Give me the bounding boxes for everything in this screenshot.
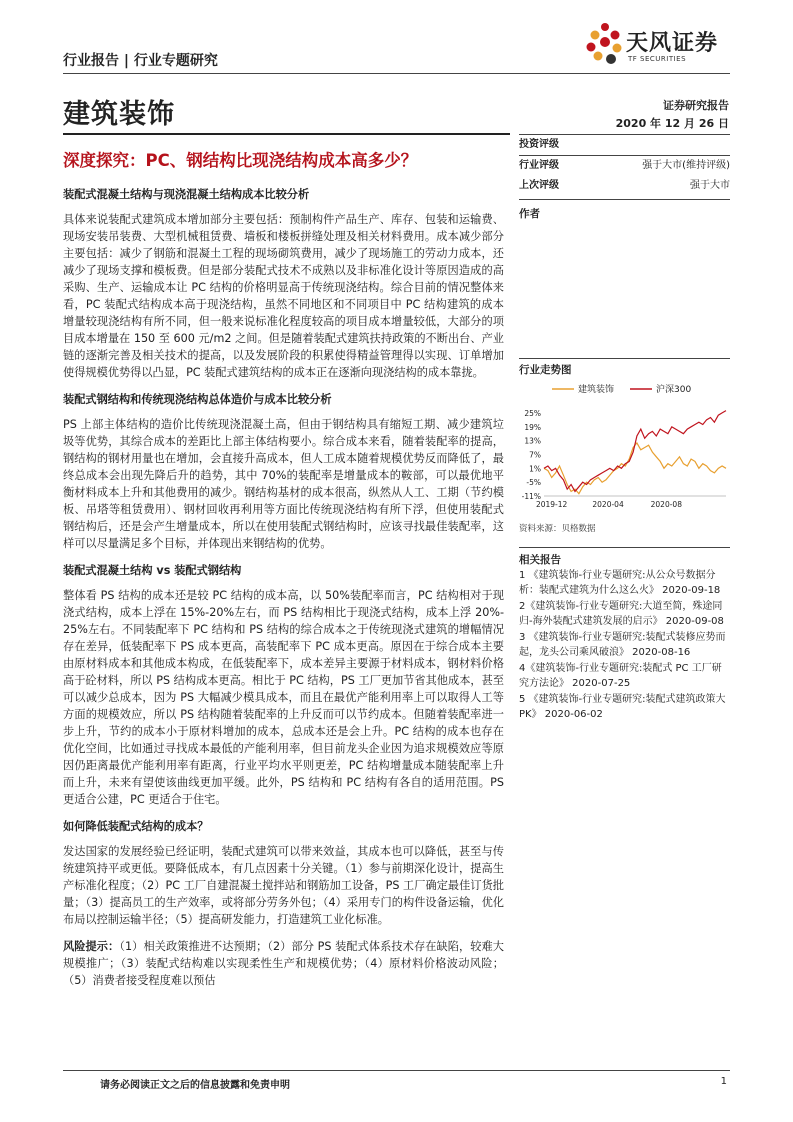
legend-label: 建筑装饰 [578,385,615,395]
industry-rating-label: 行业评级 [519,160,559,171]
related-reports [519,568,730,723]
rating-block [519,134,730,196]
section-paragraph: PS 上部主体结构的造价比传统现浇混凝土高，但由于钢结构具有缩短工期、减少建筑垃圾等优势，其综合成本的差距比上部主体结构要小。综合成本来看，随着装配率的提高，钢结构的钢材用量也在增加，会直接升高成本，但人工成本随着规模优势反而降低了，最终总成本会出现先降后升的趋势，其中 70%的装配率是增量成本的鞍部，可以最优地平衡材料成本上升和其他费用的减少。钢结构基材的成本很高，纵然从人工、工期（节约模板、吊塔等租赁费用）、钢材回收再利用等方面比传统现浇结构有所下浮，但使用装配式钢结构后，还是会产生增量成本，所以在使用装配式钢结构时，应该寻找最佳装配率，这样可以尽量满足多个目标，并体现出来钢结构的优势。 [63,418,504,550]
risk-label: 风险提示： [63,940,120,953]
y-tick-label: 1% [529,464,541,474]
footer-disclaimer: 请务必阅读正文之后的信息披露和免责申明 [100,1080,290,1091]
x-tick-label: 2019-12 [535,500,568,509]
trend-chart-svg [516,378,732,516]
x-tick-label: 2020-08 [650,500,682,509]
section-paragraph: 具体来说装配式建筑成本增加部分主要包括：预制构件产品生产、库存、包装和运输费、现场安装吊装费、大型机械租赁费、墙板和楼板拼缝处理及相关材料费用。成本减少部分主要包括：减少了钢筋和混凝土工程的现场砌筑费用，减少了现场施工的劳动力成本，还减少了现场支撑和模板费。但是部分装配式技术不成熟以及非标准化设计等原因造成的高采购、生产、运输成本让 PC 结构的价格明显高于传统现浇结构。综合目前的情况整体来看，PC 装配式结构成本高于现浇结构，虽然不同地区和不同项目中 PC 结构建筑的成本增量较现浇结构有所不同，但一般来说标准化程度较高的项目成本增量较低，大部分的项目成本增量在 150 至 600 元/m2 之间。但是随着装配式建筑扶持政策的不断出台、产业链的逐渐完善及相关技术的提高，以及发展阶段的积累使得精益管理得以实现、订单增加使得规模优势得以凸显，PC 装配式建筑结构的成本正在逐渐向现浇结构的成本靠拢。 [63,213,504,379]
rating-title: 投资评级 [519,139,559,150]
trend-block [519,358,730,377]
y-tick-label: -11% [521,492,541,501]
title-divider [63,133,510,135]
trend-chart [516,378,732,516]
author-block [519,199,730,221]
related-report-item[interactable]: 2《建筑装饰-行业专题研究:大道至简，殊途同归-海外装配式建筑发展的启示》 2020-09-08 [519,601,724,627]
section-heading: 装配式钢结构和传统现浇结构总体造价与成本比较分析 [63,393,332,406]
logo-text-cn: 天风证券 [626,31,719,56]
footer-divider [63,1070,730,1071]
main-content [63,186,504,989]
related-report-item[interactable]: 1 《建筑装饰-行业专题研究:从公众号数据分析：装配式建筑为什么这么火》 2020-09-18 [519,570,721,596]
y-tick-label: 25% [524,408,541,418]
series-line [544,411,726,492]
risk-text: （1）相关政策推进不达预期；（2）部分 PS 装配式体系技术存在缺陷，较难大规模推广；（3）装配式结构难以实现柔性生产和规模优势；（4）原材料价格波动风险；（5）消费者接受程度难以预估 [63,940,504,987]
industry-rating-value: 强于大市(维持评级) [642,160,730,171]
related-header [519,547,730,567]
report-category: 行业报告 | 行业专题研究 [63,53,218,69]
logo-text-en: TF SECURITIES [628,55,687,63]
section-heading: 装配式混凝土结构与现浇混凝土结构成本比较分析 [63,188,310,201]
related-report-item[interactable]: 4《建筑装饰-行业专题研究:装配式 PC 工厂研究方法论》 2020-07-25 [519,663,722,689]
section-paragraph: 整体看 PS 结构的成本还是较 PC 结构的成本高，以 50%装配率而言，PC 结构相对于现浇式结构，成本上浮在 15%-20%左右，而 PS 结构相比于现浇式结构，成本上浮 20%-25%左右。不同装配率下 PC 结构和 PS 结构的综合成本之于传统现浇式建筑的增幅情况存在差异，低装配率下 PS 成本更高，高装配率下 PC 成本更高。原因在于综合成本主要由原材料成本和其他成本构成，在低装配率下，成本差异主要源于材料成本，钢材料价格高于砼材料，所以 PS 结构成本更高。相比于 PC 结构，PS 工厂更加节省其他成本，甚至可以减少总成本，因为 PS 大幅减少模具成本，而且在最优产能利用率上可以取得人工等方面的规模效应，所以 PS 结构随着装配率的上升反而可以节约成本。但随着装配率进一步上升，节约的成本小于原材料增加的成本，总成本还是会上升。PC 结构的成本也存在优化空间，比如通过寻找成本最低的产能利用率，但目前龙头企业因为追求规模效应等原因仍距离最优产能利用率有距离，行业平均水平则更差，PC 结构增量成本随装配率上升而上升，未来有望使该曲线更加平缓。此外，PS 结构和 PC 结构有各自的适用范围。PS 更适合公建，PC 更适合于住宅。 [63,589,504,806]
series-line [544,443,726,494]
y-tick-label: 13% [524,436,541,446]
tf-logo-icon [586,22,624,66]
legend-label: 沪深300 [656,385,692,395]
risk-warning [63,938,504,989]
related-report-item[interactable]: 3 《建筑装饰-行业专题研究:装配式装修应势而起，龙头公司乘风破浪》 2020-08-16 [519,632,726,658]
section-heading: 如何降低装配式结构的成本？ [63,820,209,833]
x-tick-label: 2020-04 [592,500,624,509]
related-title: 相关报告 [519,554,561,566]
sector-title: 建筑装饰 [63,99,175,130]
report-date: 2020 年 12 月 26 日 [615,117,729,130]
report-type: 证券研究报告 [663,99,729,112]
header-divider [63,73,730,74]
last-rating-label: 上次评级 [519,180,559,191]
y-tick-label: -5% [526,478,541,488]
related-report-item[interactable]: 5 《建筑装饰-行业专题研究:装配式建筑政策大 PK》 2020-06-02 [519,694,726,720]
y-tick-label: 19% [524,422,541,432]
report-title: 深度探究：PC、钢结构比现浇结构成本高多少？ [63,151,418,170]
chart-source: 资料来源：贝格数据 [519,524,596,534]
company-logo [586,20,736,70]
author-title: 作者 [519,208,540,220]
y-tick-label: 7% [529,450,541,460]
last-rating-value: 强于大市 [690,180,730,191]
trend-title: 行业走势图 [519,364,572,376]
section-paragraph: 发达国家的发展经验已经证明，装配式建筑可以带来效益，其成本也可以降低，甚至与传统建筑持平或更低。要降低成本，有几点因素十分关键。（1）参与前期深化设计，提高生产标准化程度；（2）PC 工厂自建混凝土搅拌站和钢筋加工设备，PS 工厂确定最佳订货批量；（3）提高员工的生产效率，或将部分劳务外包；（4）采用专门的构件设备运输，优化布局以控制运输半径；（5）提高研发能力，打造建筑工业化标准。 [63,845,504,926]
section-heading: 装配式混凝土结构 vs 装配式钢结构 [63,564,242,577]
page-number: 1 [720,1076,727,1087]
